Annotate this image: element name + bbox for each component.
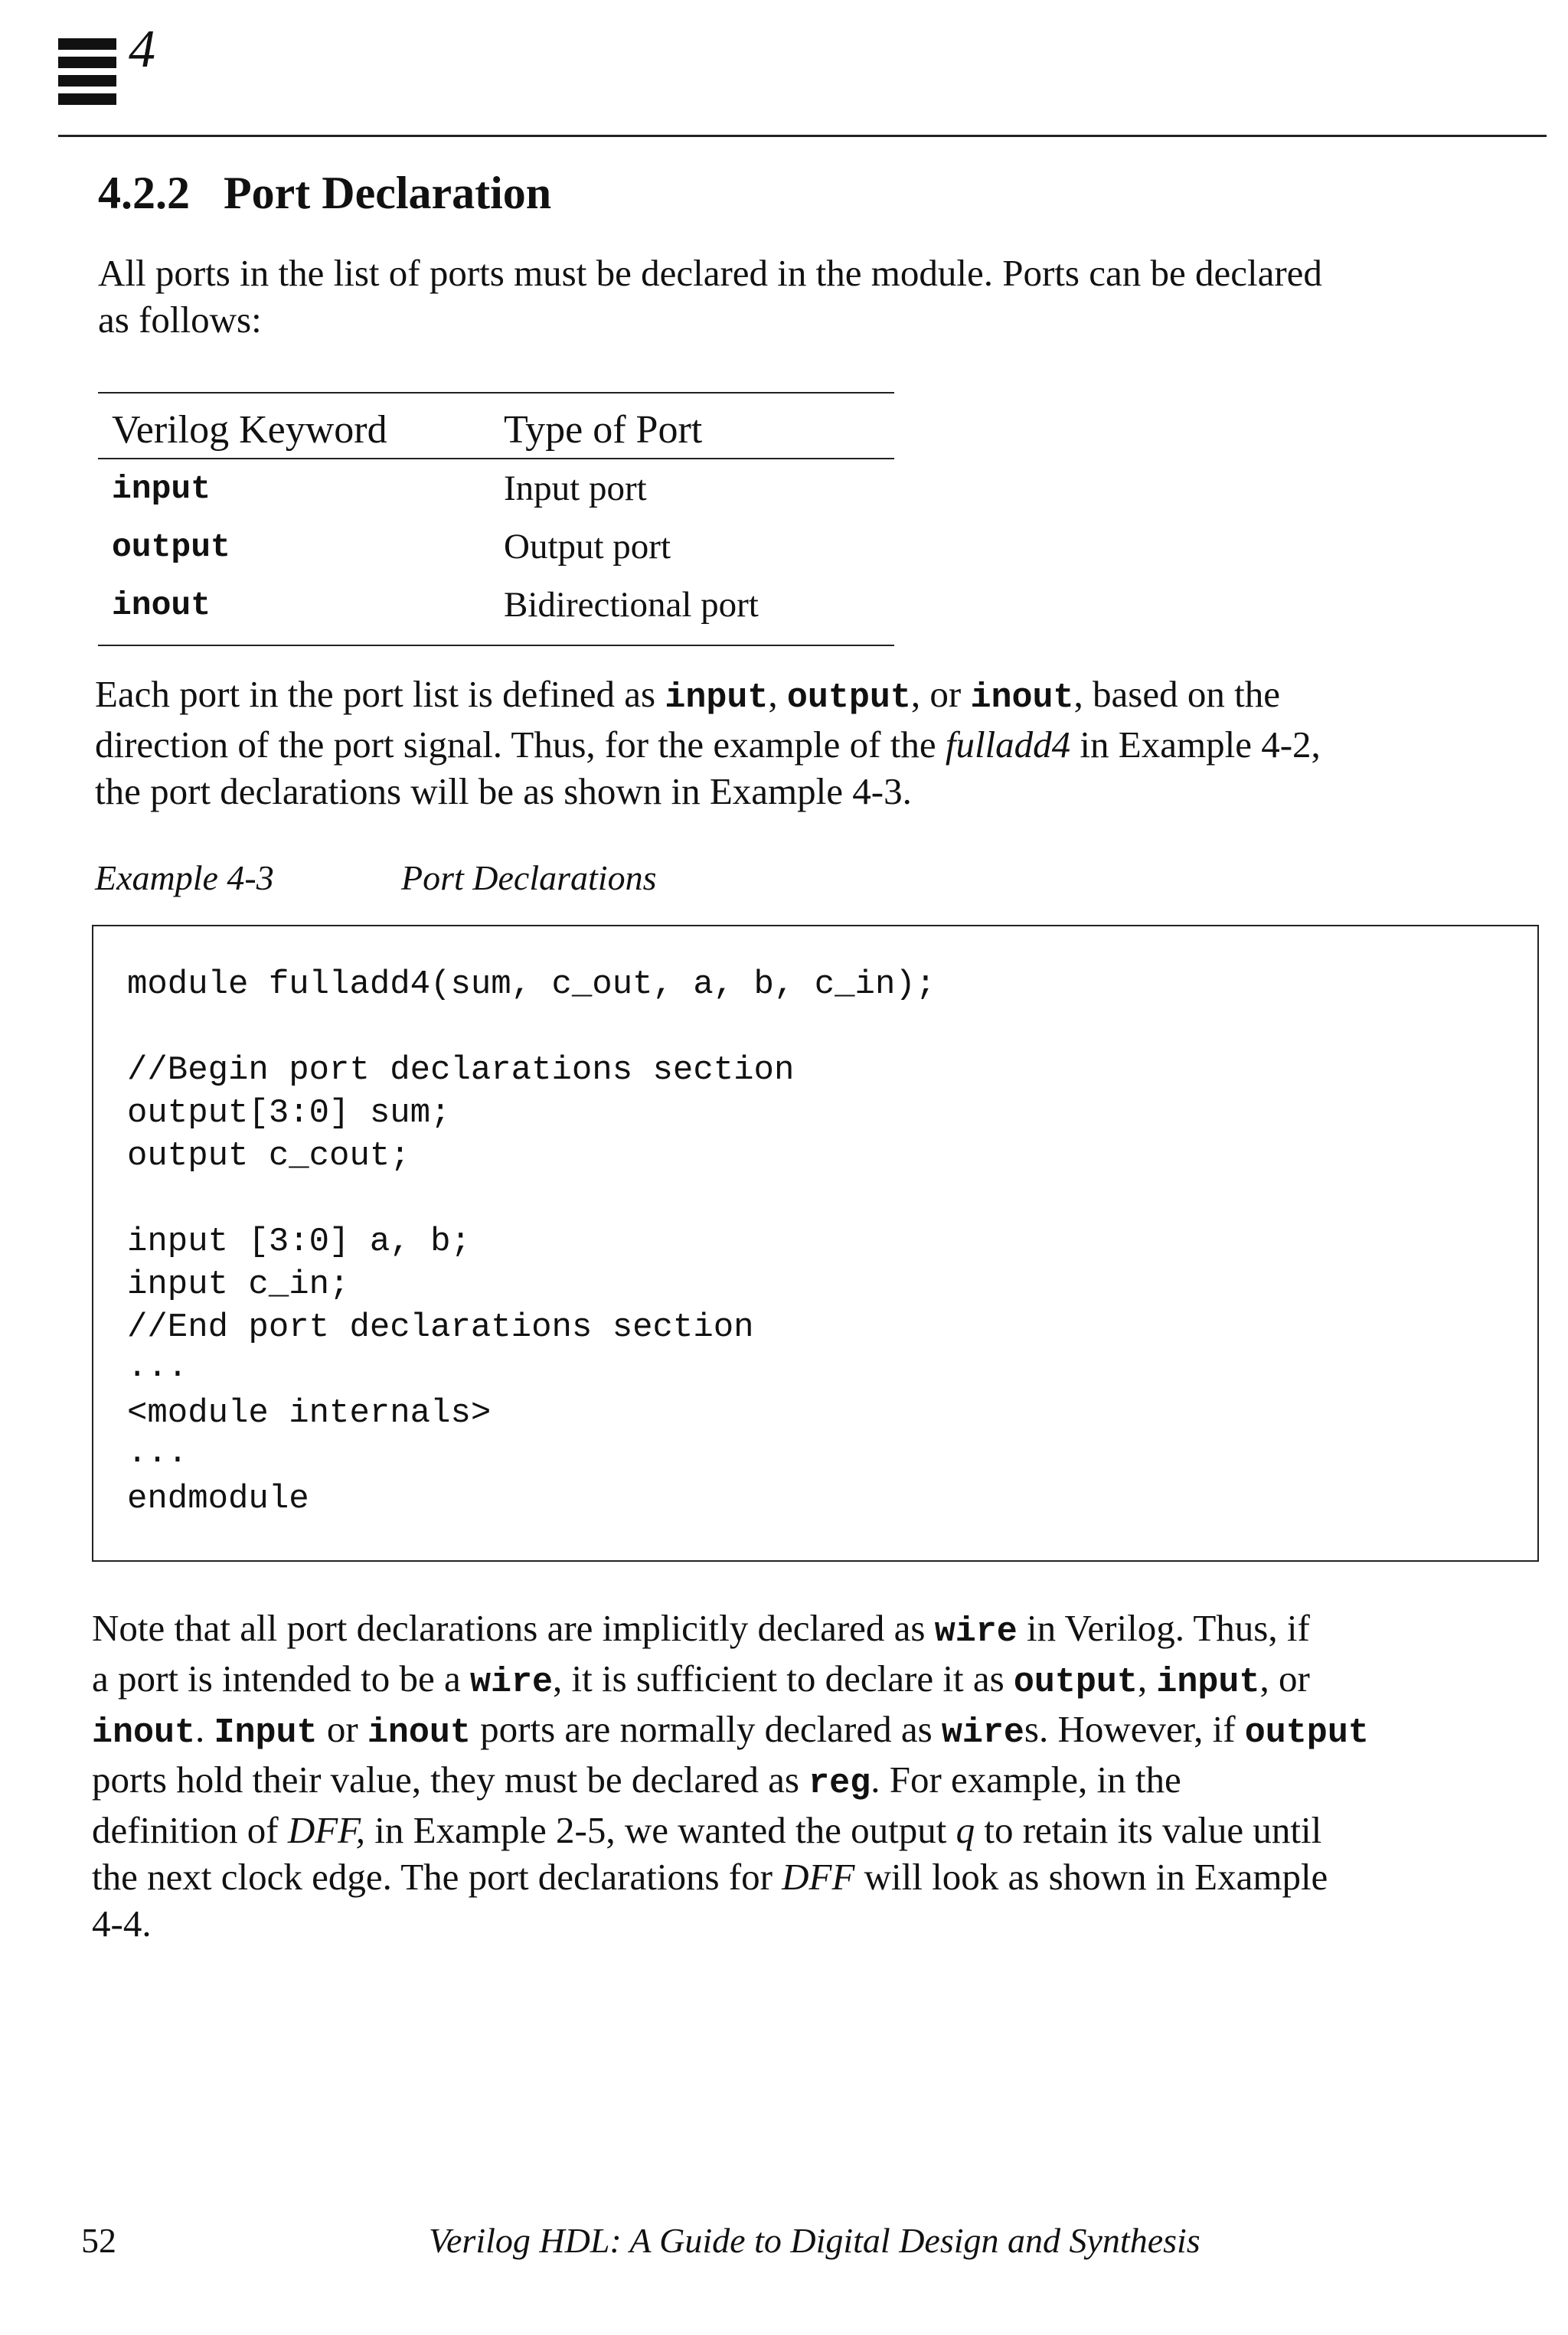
paragraph-line: [95, 671, 1321, 721]
keyword-inout: inout: [367, 1713, 471, 1752]
module-name: fulladd4: [945, 723, 1071, 766]
table-cell-keyword: inout: [112, 586, 211, 624]
paragraph-line: [95, 721, 1321, 768]
text-run: in Example 2-5, we wanted the output: [365, 1809, 956, 1851]
section-heading: [98, 167, 551, 220]
page-number: 52: [81, 2221, 116, 2260]
paragraph-line: [92, 1853, 1369, 1900]
text-run: the next clock edge. The port declarations for: [92, 1856, 782, 1898]
table-header-keyword: Verilog Keyword: [112, 408, 387, 452]
code-line: endmodule: [127, 1480, 309, 1518]
text-run: in Verilog. Thus, if: [1017, 1607, 1310, 1649]
text-run: , based on the: [1073, 673, 1280, 715]
text-run: will look as shown in Example: [854, 1856, 1328, 1898]
code-line: //Begin port declarations section: [127, 1051, 795, 1089]
table-rule: [98, 645, 894, 646]
table-cell-keyword: output: [112, 527, 230, 566]
paragraph-line: [92, 1655, 1369, 1706]
wire-note-paragraph: [92, 1605, 1369, 1947]
keyword-input: input: [1156, 1663, 1260, 1702]
code-listing: [92, 925, 1539, 1562]
port-type-table: [98, 392, 894, 646]
chapter-marker-icon: [58, 38, 116, 112]
intro-paragraph: [98, 250, 1322, 343]
code-line: output[3:0] sum;: [127, 1094, 451, 1132]
text-run: ,: [1137, 1657, 1157, 1700]
code-line: input [3:0] a, b;: [127, 1223, 471, 1261]
text-run: Each port in the port list is defined as: [95, 673, 665, 715]
keyword-input: Input: [214, 1713, 318, 1752]
text-run: direction of the port signal. Thus, for the example of the: [95, 723, 946, 766]
code-line: //End port declarations section: [127, 1308, 754, 1347]
text-run: Note that all port declarations are implicitly declared as: [92, 1607, 935, 1649]
keyword-wire: wire: [934, 1612, 1018, 1651]
module-name: DFF,: [287, 1809, 366, 1851]
intro-line: All ports in the list of ports must be declared in the module. Ports can be declared: [98, 252, 1322, 294]
table-cell-type: Input port: [504, 469, 647, 508]
text-run: , or: [910, 673, 971, 715]
text-run: or: [317, 1708, 368, 1750]
section-number: 4.2.2: [98, 168, 190, 218]
paragraph-line: 4-4.: [92, 1902, 152, 1945]
text-run: ports are normally declared as: [470, 1708, 942, 1750]
text-run: s. However, if: [1024, 1708, 1245, 1750]
table-row: [98, 459, 894, 518]
keyword-inout: inout: [92, 1713, 196, 1752]
book-title: Verilog HDL: A Guide to Digital Design and Synthesis: [429, 2221, 1200, 2260]
example-title: Port Declarations: [401, 858, 657, 897]
paragraph-line: the port declarations will be as shown in Example 4-3.: [95, 770, 912, 812]
table-row: [98, 518, 894, 576]
module-name: DFF: [782, 1856, 855, 1898]
text-run: .: [195, 1708, 214, 1750]
text-run: , or: [1259, 1657, 1310, 1700]
text-run: in Example 4-2,: [1070, 723, 1321, 766]
intro-line: as follows:: [98, 299, 262, 341]
paragraph-line: [92, 1807, 1369, 1853]
text-run: to retain its value until: [975, 1809, 1322, 1851]
port-list-paragraph: [95, 671, 1321, 815]
example-label: Example 4-3: [95, 858, 274, 897]
text-run: a port is intended to be a: [92, 1657, 470, 1700]
keyword-output: output: [786, 678, 911, 717]
code-line: module fulladd4(sum, c_out, a, b, c_in);: [127, 965, 936, 1004]
keyword-input: input: [665, 678, 769, 717]
table-header-row: [98, 394, 894, 450]
code-line: input c_in;: [127, 1265, 350, 1304]
keyword-inout: inout: [970, 678, 1074, 717]
signal-name: q: [956, 1809, 975, 1851]
keyword-wire: wire: [469, 1663, 553, 1702]
text-run: . For example, in the: [871, 1759, 1181, 1801]
text-run: definition of: [92, 1809, 288, 1851]
keyword-output: output: [1244, 1713, 1369, 1752]
chapter-number: 4: [129, 20, 155, 79]
paragraph-line: [92, 1706, 1369, 1756]
keyword-reg: reg: [808, 1764, 871, 1803]
code-line: ...: [127, 1434, 188, 1472]
header-divider: [58, 135, 1547, 137]
keyword-output: output: [1013, 1663, 1138, 1702]
text-run: ports hold their value, they must be declared as: [92, 1759, 809, 1801]
text-run: , it is sufficient to declare it as: [552, 1657, 1014, 1700]
table-row: [98, 576, 894, 634]
section-title: Port Declaration: [224, 168, 552, 218]
table-cell-type: Output port: [504, 527, 671, 567]
code-line: ...: [127, 1348, 188, 1386]
code-line: output c_cout;: [127, 1137, 410, 1175]
paragraph-line: [92, 1605, 1369, 1655]
keyword-wire: wire: [941, 1713, 1024, 1752]
table-cell-type: Bidirectional port: [504, 585, 759, 625]
paragraph-line: [92, 1756, 1369, 1807]
table-header-type: Type of Port: [504, 408, 703, 452]
table-cell-keyword: input: [112, 469, 211, 508]
text-run: ,: [768, 673, 787, 715]
code-line: <module internals>: [127, 1394, 492, 1432]
